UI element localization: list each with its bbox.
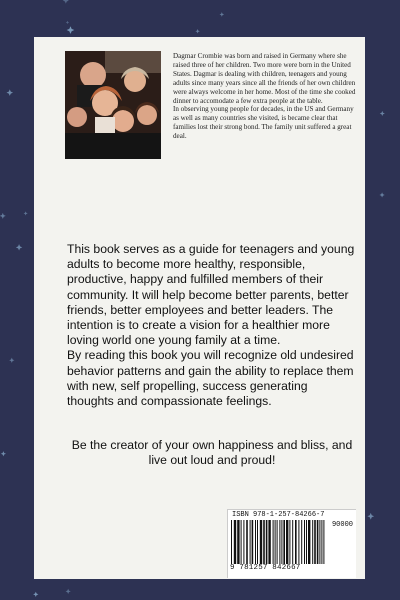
star-icon bbox=[24, 211, 28, 215]
barcode-bar bbox=[273, 520, 274, 564]
ean-digits: 9 781257 842667 bbox=[230, 564, 301, 572]
barcode-bar bbox=[317, 520, 319, 564]
star-icon bbox=[379, 192, 384, 197]
barcode-bar bbox=[263, 520, 265, 564]
star-icon bbox=[1, 451, 6, 456]
barcode-bar bbox=[301, 520, 302, 564]
star-icon bbox=[63, 0, 69, 4]
barcode-bar bbox=[281, 520, 282, 564]
barcode-bar bbox=[308, 520, 310, 564]
barcode-bar bbox=[298, 520, 299, 564]
barcode-bar bbox=[314, 520, 316, 564]
star-icon bbox=[66, 21, 69, 24]
star-icon bbox=[220, 12, 225, 17]
barcode-bar bbox=[321, 520, 322, 564]
star-icon bbox=[6, 89, 13, 96]
barcode-bar bbox=[266, 520, 268, 564]
barcode-bar bbox=[260, 520, 262, 564]
barcode-bar bbox=[255, 520, 256, 564]
star-icon bbox=[33, 592, 38, 597]
barcode-bar bbox=[323, 520, 324, 564]
book-description bbox=[67, 242, 357, 409]
star-icon bbox=[16, 244, 22, 250]
barcode-bar bbox=[283, 520, 285, 564]
barcode-bar bbox=[246, 520, 248, 564]
author-bio-paragraph: Dagmar Crombie was born and raised in Germany where she raised three of her children. Two more were born in the United States. Dagmar is dealing with children, teenagers and young adults since many years since all the friends of her own children were always welcome in her home. Most of the time she cooked dinner to accomodate a few extra people at the table. bbox=[173, 52, 356, 105]
star-icon bbox=[195, 29, 199, 33]
author-family-photo bbox=[65, 51, 161, 159]
author-bio bbox=[173, 52, 358, 141]
barcode-bar bbox=[252, 520, 254, 564]
barcode-bar bbox=[241, 520, 242, 564]
barcode-bar bbox=[289, 520, 290, 564]
back-cover-panel bbox=[34, 37, 365, 579]
barcode-bar bbox=[295, 520, 297, 564]
isbn-barcode bbox=[227, 509, 356, 578]
barcode-bar bbox=[231, 520, 232, 564]
tagline: Be the creator of your own happiness and bliss, and live out loud and proud! bbox=[71, 438, 353, 468]
star-icon bbox=[9, 358, 14, 363]
isbn-number: ISBN 978-1-257-84266-7 bbox=[232, 511, 325, 519]
book-description-paragraph: By reading this book you will recognize old undesired behavior patterns and gain the ability to replace them with new, self propelling, success generating thoughts and compassionate feelings. bbox=[67, 348, 354, 409]
barcode-bar bbox=[286, 520, 288, 564]
star-icon bbox=[67, 26, 75, 34]
barcode-bar bbox=[304, 520, 305, 564]
book-description-paragraph: This book serves as a guide for teenagers and young adults to become more healthy, responsible, productive, happy and fulfilled members of their community. It will help become better parents, better friends, better employees and better leaders. The intention is to create a vision for a healthier more loving world one young family at a time. bbox=[67, 242, 355, 348]
barcode-bar bbox=[234, 520, 236, 564]
star-icon bbox=[0, 213, 6, 219]
barcode-bar bbox=[257, 520, 258, 564]
barcode-bar bbox=[275, 520, 276, 564]
barcode-bars bbox=[231, 520, 327, 564]
barcode-bar bbox=[243, 520, 244, 564]
barcode-bar bbox=[250, 520, 251, 564]
star-icon bbox=[380, 111, 385, 116]
barcode-bar bbox=[277, 520, 278, 564]
star-icon bbox=[66, 589, 71, 594]
author-bio-paragraph: In observing young people for decades, in the US and Germany as well as many countries she visited, is became clear that families lost their strong bond. The family unit suffered a great deal. bbox=[173, 105, 354, 141]
barcode-bar bbox=[279, 520, 280, 564]
price-code: 90000 bbox=[331, 521, 353, 529]
barcode-bar bbox=[306, 520, 307, 564]
star-icon bbox=[367, 513, 374, 520]
barcode-bar bbox=[237, 520, 239, 564]
barcode-bar bbox=[312, 520, 313, 564]
barcode-bar bbox=[268, 520, 270, 564]
barcode-bar bbox=[319, 520, 320, 564]
barcode-bar bbox=[292, 520, 293, 564]
